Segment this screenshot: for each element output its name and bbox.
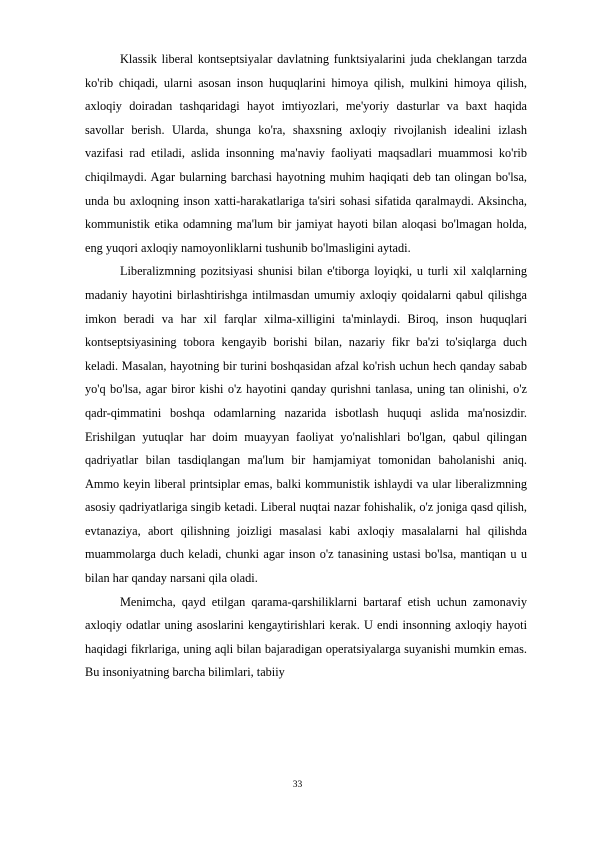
paragraph-1: Klassik liberal kontseptsiyalar davlatning funktsiyalarini juda cheklangan tarzda ko'rib chiqadi, ularni asosan inson huquqlarini himoya qilish, mulkini himoya qilish, axloqiy doiradan tashqaridagi hayot imtiyozlari, me'yoriy dasturlar va baxt haqida savollar berish. Ularda, shunga ko'ra, shaxsning axloqiy rivojlanish idealini izlash vazifasi rad etiladi, aslida insonning ma'naviy faoliyati maqsadlari muammosi ko'rib chiqilmaydi. Agar bularning barchasi hayotning muhim haqiqati deb tan olingan bo'lsa, unda bu axloqning inson xatti-harakatlariga ta'siri sohasi sifatida qaralmaydi. Aksincha, kommunistik etika odamning ma'lum bir jamiyat hayoti bilan aloqasi bo'lmagan holda, eng yuqori axloqiy namoyonliklarni tushunib bo'lmasligini aytadi. xyxy=(85,52,527,255)
page-number: 33 xyxy=(292,780,303,790)
paragraph-3: Menimcha, qayd etilgan qarama-qarshiliklarni bartaraf etish uchun zamonaviy axloqiy odatlar uning asoslarini kengaytirishlari kerak. U endi insonning axloqiy hayoti haqidagi fikrlariga, uning aqli bilan bajaradigan operatsiyalarga suyanishi mumkin emas. Bu insoniyatning barcha bilimlari, tabiiy xyxy=(85,594,527,680)
document-body xyxy=(85,48,527,685)
paragraph-2: Liberalizmning pozitsiyasi shunisi bilan e'tiborga loyiqki, u turli xil xalqlarning madaniy hayotini birlashtirishga intilmasdan umumiy axloqiy qoidalarni qabul qilishga imkon beradi va har xil farqlar xilma-xilligini ta'minlaydi. Biroq, inson huquqlari kontseptsiyasining tobora kengayib borishi bilan, nazariy fikr ba'zi to'siqlarga duch keladi. Masalan, hayotning bir turini boshqasidan afzal ko'rish uchun hech qanday sabab yo'q bo'lsa, agar biror kishi o'z hayotini qanday qurishni tanlasa, uning tan olinishi, o'z qadr-qimmatini boshqa odamlarning nazarida isbotlash huquqi aslida ma'nosizdir. Erishilgan yutuqlar har doim muayyan faoliyat yo'nalishlari bo'lgan, qabul qilingan qadriyatlar bilan tasdiqlangan ma'lum bir hamjamiyat tomonidan baholanishi aniq. Ammo keyin liberal printsiplar emas, balki kommunistik ishlaydi va ular liberalizmning asosiy qadriyatlariga singib ketadi. Liberal nuqtai nazar fohishalik, o'z joniga qasd qilish, evtanaziya, abort qilishning joizligi masalasi kabi axloqiy masalalarni hal qilishda muammolarga duch keladi, chunki agar inson o'z tanasining ustasi bo'lsa, mantiqan u u bilan har qanday narsani qila oladi. xyxy=(85,264,527,586)
